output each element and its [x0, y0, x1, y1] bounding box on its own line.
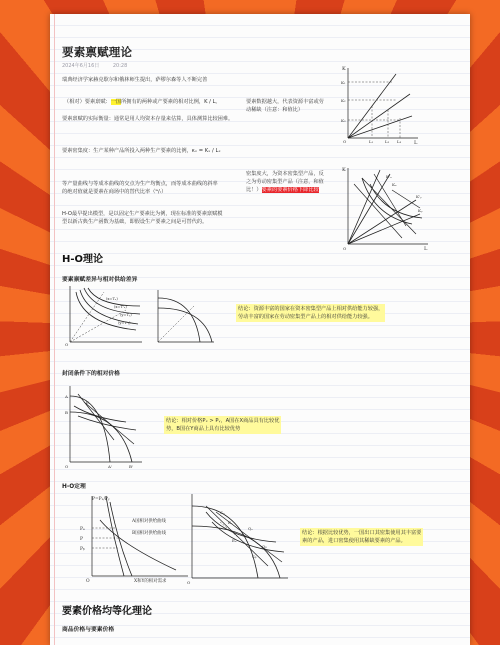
- svg-text:Kₓ: Kₓ: [392, 182, 397, 187]
- svg-text:K₃: K₃: [341, 118, 346, 123]
- svg-text:K'ᵧ: K'ᵧ: [416, 194, 422, 199]
- svg-text:K₂: K₂: [341, 98, 346, 103]
- svg-text:B': B': [129, 464, 134, 469]
- note-date: 2024年6月16日: [62, 63, 100, 69]
- svg-text:A': A': [108, 464, 112, 469]
- intro-line-1: 瑞典经济学家赫克歇尔和俄林师生提出，萨缪尔森等人不断完善: [62, 77, 208, 83]
- highlight-country: 一国: [110, 99, 122, 105]
- svg-text:Eᵦ: Eᵦ: [100, 416, 105, 421]
- highlight-red: 要素的要素价格下降比较: [261, 187, 319, 193]
- svg-text:O: O: [343, 139, 347, 144]
- svg-text:Pᵦ: Pᵦ: [80, 547, 85, 552]
- svg-text:P=Pₓ/Pᵧ: P=Pₓ/Pᵧ: [92, 497, 110, 502]
- svg-text:L₁: L₁: [369, 139, 374, 144]
- figure-ppf-isocurves: [64, 284, 144, 346]
- svg-text:O: O: [343, 246, 347, 251]
- svg-text:A国相对供给曲线: A国相对供给曲线: [132, 519, 166, 524]
- svg-text:Qᵦ: Qᵦ: [262, 544, 267, 549]
- svg-text:Kᵧ: Kᵧ: [418, 208, 423, 213]
- svg-text:Qₐ: Qₐ: [248, 526, 253, 531]
- intro-line-3: 要素禀赋的实际衡量：通常是用人均资本存量来估算，具体测算比较困难。: [62, 116, 234, 122]
- svg-text:L₂: L₂: [385, 139, 390, 144]
- margin-rule: [54, 14, 55, 645]
- intro-note-right-2: 密集度大，为资本密集型产品，反 之为劳动密集型产品（注意，和值 比！）要素的要素价格下降比较: [246, 171, 324, 193]
- note-time: 20:28: [112, 63, 128, 69]
- intro-line-4: 要素密集度：生产某种产品所投入两种生产要素的比例，κₓ = Kₓ / Lₓ: [62, 148, 221, 154]
- figure-relative-supply: [76, 492, 196, 584]
- svg-text:K: K: [342, 167, 346, 173]
- svg-text:Eₐ: Eₐ: [228, 520, 233, 525]
- svg-text:Eₐ: Eₐ: [86, 400, 91, 405]
- svg-text:O: O: [187, 580, 191, 585]
- svg-text:X和Y的相对需求: X和Y的相对需求: [134, 579, 167, 584]
- svg-text:Cₐ: Cₐ: [220, 510, 225, 515]
- svg-text:O: O: [65, 464, 69, 469]
- figure-trade-equilibrium: [186, 492, 290, 584]
- svg-text:O: O: [65, 342, 69, 347]
- svg-text:B国相对供给曲线: B国相对供给曲线: [132, 531, 166, 536]
- sub-heading-ho-theorem: H-O定理: [62, 484, 86, 490]
- figure-isoquant: [340, 164, 430, 250]
- conclusion-ho-theorem: 结论：根据比较优势，一国出口其密集使用其丰富要 素的产品，进口密集使用其稀缺要素的产品。: [302, 530, 422, 544]
- section-fpe-heading: 要素价格均等化理论: [62, 606, 152, 617]
- svg-text:O: O: [86, 579, 90, 584]
- svg-text:L: L: [414, 140, 418, 146]
- sub-heading-autarky-prices: 封闭条件下的相对价格: [62, 371, 120, 377]
- svg-text:K₁: K₁: [341, 80, 346, 85]
- svg-text:B: B: [65, 410, 68, 415]
- svg-text:(y=T'ᵧ): (y=T'ᵧ): [118, 321, 131, 325]
- figure-endowment-rays: [340, 64, 420, 144]
- svg-text:L: L: [424, 246, 428, 252]
- note-meta: [62, 62, 139, 69]
- intro-line-5: 等产量曲线与等成本曲线的交点为生产均衡点，而等成本曲线的斜率 的绝对值就是要素在商场中的替代比率（ʷ/ᵣ）: [62, 181, 218, 195]
- note-page: [50, 14, 470, 645]
- svg-text:L₃: L₃: [397, 139, 402, 144]
- svg-text:K'ₓ: K'ₓ: [386, 174, 392, 179]
- conclusion-autarky: 结论：相对价格Pₓ > Pᵧ，A国在X商品具有比较优 势，B国在Y商品上具有比较优势: [166, 418, 280, 432]
- intro-line-2: （相对）要素禀赋：一国所拥有的两种或产要素的相对比例，K / L。: [64, 99, 221, 105]
- sub-heading-endowment: 要素禀赋差异与相对供给差异: [62, 277, 138, 283]
- figure-autarky-ppf: [64, 382, 144, 468]
- svg-text:K: K: [342, 66, 346, 72]
- svg-text:(y=Tᵧ): (y=Tᵧ): [120, 313, 132, 317]
- intro-note-right-1: 要素数据越大，代表资源丰富或劳 动稀缺（注意：和值比）: [246, 99, 324, 113]
- figure-ppf-pair: [154, 288, 216, 346]
- svg-text:Eₒ: Eₒ: [232, 538, 237, 543]
- page-title: 要素禀赋理论: [62, 45, 133, 59]
- svg-text:A: A: [65, 394, 68, 399]
- intro-line-6: H-O最早提出模型，是以固定生产要素比为例，现在标准的要素禀赋模 型以新古典生产函数为基础，即假设生产要素之间是可替代的。: [62, 211, 223, 225]
- svg-text:P: P: [80, 537, 83, 542]
- svg-text:Pₐ: Pₐ: [80, 527, 85, 532]
- svg-text:Cᵦ: Cᵦ: [252, 554, 257, 559]
- sub-heading-goods-factor-prices: 商品价格与要素价格: [62, 627, 115, 633]
- section-ho-heading: H-O理论: [62, 254, 104, 265]
- conclusion-endowment: 结论：资源丰富的国家在资本密集型产品上相对供给能力较强， 劳动丰富的国家在劳动密集型产品上的相对供给能力较强。: [238, 306, 384, 320]
- svg-text:(x=Tₓ): (x=Tₓ): [106, 297, 118, 301]
- svg-text:(x=T'ₓ): (x=T'ₓ): [114, 305, 127, 309]
